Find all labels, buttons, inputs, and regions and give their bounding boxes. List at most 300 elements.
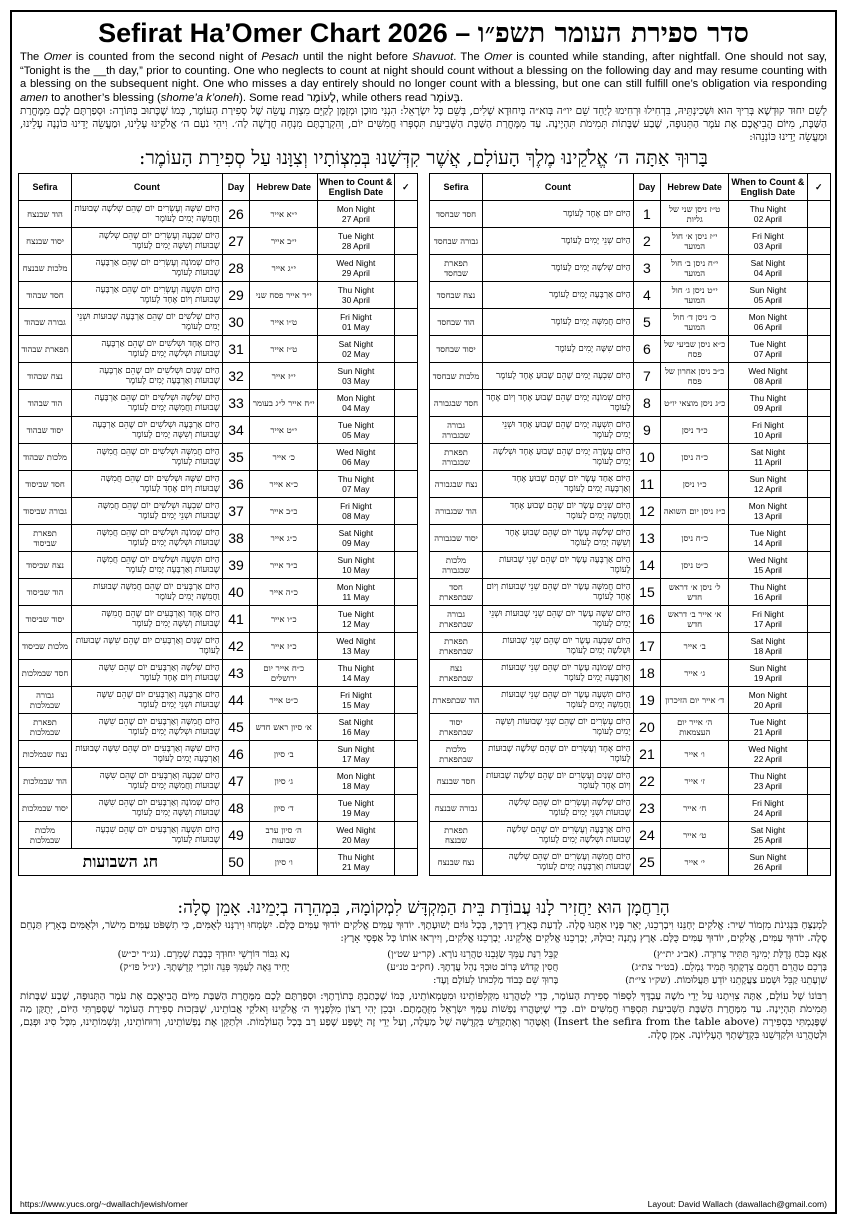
- english-date-day: 26 April: [753, 862, 782, 873]
- check-cell[interactable]: [807, 201, 830, 228]
- sefira-cell: יסוד שבתפארת: [430, 714, 483, 741]
- hebrew-date-cell: כ״ט ניסן: [661, 552, 729, 579]
- day-number-cell: 47: [222, 768, 250, 795]
- english-date-night: Tue Night: [749, 339, 786, 350]
- check-cell[interactable]: [394, 606, 417, 633]
- check-cell[interactable]: [394, 444, 417, 471]
- day-number-cell: 21: [633, 741, 661, 768]
- sefira-cell: חסד שבגבורה: [430, 390, 483, 417]
- english-date-cell: [318, 768, 394, 795]
- sefira-cell: נצח שבמלכות: [19, 741, 72, 768]
- english-date-cell: [318, 498, 394, 525]
- check-cell[interactable]: [394, 579, 417, 606]
- omer-day-row: [430, 201, 831, 228]
- ana-line: יָחִיד גֵּאֶה לְעַמְּךָ פְּנֵה זוֹכְרֵי קְדֻשָּׁתֶךָ. (יג״ל פז״ק): [119, 962, 290, 974]
- english-date-night: Sun Night: [337, 555, 375, 566]
- english-date-day: 05 May: [342, 430, 370, 441]
- hebrew-date-cell: ט׳ אייר: [661, 822, 729, 849]
- check-cell[interactable]: [394, 336, 417, 363]
- sefira-cell: תפארת שבהוד: [19, 336, 72, 363]
- count-cell: הַיּוֹם שְׁלֹשִׁים יוֹם שֶׁהֵם אַרְבָּעָה שָׁבוּעוֹת וּשְׁנֵי יָמִים לָעוֹמֶר: [72, 309, 223, 336]
- sefira-cell: תפארת שבנצח: [430, 822, 483, 849]
- sefira-cell: יסוד שבנצח: [19, 228, 72, 255]
- english-date-cell: [318, 795, 394, 822]
- count-cell: הַיּוֹם שִׁבְעָה וּשְׁלֹשִׁים יוֹם שֶׁהֵם חֲמִשָּׁה שָׁבוּעוֹת וּשְׁנֵי יָמִים לָעוֹמֶר: [72, 498, 223, 525]
- check-cell[interactable]: [807, 687, 830, 714]
- intro-omer: Omer: [43, 51, 72, 63]
- day-number-cell: 23: [633, 795, 661, 822]
- english-date-cell: [318, 309, 394, 336]
- sefira-cell: נצח שבהוד: [19, 363, 72, 390]
- count-cell: הַיּוֹם אַרְבָּעָה וְאַרְבָּעִים יוֹם שֶׁהֵם שִׁשָּׁה שָׁבוּעוֹת וּשְׁנֵי יָמִים לָעוֹמֶר: [72, 687, 223, 714]
- english-date-cell: [729, 363, 808, 390]
- count-cell: הַיּוֹם שְׁנֵים עָשָׂר יוֹם שֶׁהֵם שָׁבוּעַ אֶחָד וַחֲמִשָּׁה יָמִים לָעוֹמֶר: [483, 498, 634, 525]
- ana-line: קַבֵּל רִנַּת עַמְּךָ שַׂגְּבֵנוּ טַהֲרֵנוּ נוֹרָא. (קר״ע שט״ן): [387, 949, 559, 961]
- intro-text: is counted from the second night of: [71, 51, 262, 63]
- omer-day-row: [430, 282, 831, 309]
- sefira-cell: מלכות שביסוד: [19, 633, 72, 660]
- hebrew-date-cell: י״ח אייר ל״ג בעומר: [250, 390, 318, 417]
- english-date-night: Sat Night: [750, 636, 786, 647]
- english-date-night: Wed Night: [748, 366, 788, 377]
- day-number-cell: 18: [633, 660, 661, 687]
- omer-day-row: [430, 552, 831, 579]
- hebrew-date-cell: א׳ סיון ראש חדש: [250, 714, 318, 741]
- english-date-cell: [729, 822, 808, 849]
- ana-line: שַׁוְעָתֵנוּ קַבֵּל וּשְׁמַע צַעֲקָתֵנוּ יוֹדֵעַ תַּעֲלוּמוֹת. (שק״ו צי״ת): [625, 975, 827, 987]
- english-date-day: 15 May: [342, 700, 370, 711]
- day-number-cell: 49: [222, 822, 250, 849]
- sefira-cell: גבורה שבהוד: [19, 309, 72, 336]
- english-date-day: 18 May: [342, 781, 370, 792]
- sefira-cell: מלכות שבהוד: [19, 444, 72, 471]
- day-number-cell: 25: [633, 849, 661, 876]
- check-cell[interactable]: [394, 498, 417, 525]
- day-number-cell: 26: [222, 201, 250, 228]
- ana-line: בָּרוּךְ שֵׁם כְּבוֹד מַלְכוּתוֹ לְעוֹלָם וָעֶד:: [433, 975, 559, 987]
- english-date-day: 29 April: [341, 268, 370, 279]
- sefira-cell: תפארת שבגבורה: [430, 444, 483, 471]
- english-date-cell: [318, 525, 394, 552]
- footer-url[interactable]: https://www.yucs.org/~dwallach/jewish/omer: [20, 1199, 188, 1209]
- sefira-cell: מלכות שבמלכות: [19, 822, 72, 849]
- english-date-day: 27 April: [341, 214, 370, 225]
- english-date-day: 09 April: [753, 403, 782, 414]
- hebrew-date-cell: ל׳ ניסן א׳ דראש חדש: [661, 579, 729, 606]
- omer-day-row: [430, 390, 831, 417]
- sefira-cell: יסוד שבהוד: [19, 417, 72, 444]
- ana-line: נָא גִבּוֹר דּוֹרְשֵׁי יִחוּדְךָ כְּבָבַת שָׁמְרֵם. (נג״ד יכ״ש): [117, 949, 290, 961]
- day-number-cell: 8: [633, 390, 661, 417]
- hebrew-date-cell: י״ג אייר: [250, 255, 318, 282]
- hebrew-date-cell: כ׳ ניסן ד׳ חול המועד: [661, 309, 729, 336]
- english-date-day: 06 April: [753, 322, 782, 333]
- english-date-cell: [318, 714, 394, 741]
- english-date-cell: [729, 228, 808, 255]
- header-check: ✓: [394, 174, 417, 201]
- english-date-cell: [729, 255, 808, 282]
- english-date-night: Sun Night: [749, 663, 787, 674]
- check-cell[interactable]: [394, 687, 417, 714]
- header-day: Day: [633, 174, 661, 201]
- count-cell: הַיּוֹם שִׁבְעָה וְאַרְבָּעִים יוֹם שֶׁהֵם שִׁשָּׁה שָׁבוּעוֹת וַחֲמִשָּׁה יָמִים לָעוֹמֶר: [72, 768, 223, 795]
- check-cell[interactable]: [394, 309, 417, 336]
- header-hebrew-date: Hebrew Date: [250, 174, 318, 201]
- english-date-day: 07 April: [753, 349, 782, 360]
- english-date-night: Sun Night: [749, 285, 787, 296]
- english-date-night: Mon Night: [336, 582, 375, 593]
- psalm-67: לַמְנַצֵּחַ בִּנְגִינֹת מִזְמוֹר שִׁיר: אֱלֹקִים יְחָנֵּנוּ וִיבָרְכֵנוּ, יָאֵר פָּנָיו אִתָּנוּ סֶלָה. לָדַעַת בָּאָרֶץ דַּרְכֶּךָ, בְּכָל גּוֹיִם יְשׁוּעָתֶךָ. יוֹדוּךָ עַמִּים אֱלֹקִים יוֹדוּךָ עַמִּים כֻּלָּם. יִשְׂמְחוּ וִירַנְּנוּ לְאֻמִּים, כִּי תִשְׁפֹּט עַמִּים מִישֹׁר, וּלְאֻמִּים בָּאָרֶץ תַּנְחֵם סֶלָה. יוֹדוּךָ עַמִּים, אֱלֹקִים, יוֹדוּךָ עַמִּים כֻּלָּם. אֶרֶץ נָתְנָה יְבוּלָהּ, יְבָרְכֵנוּ אֱלֹקִים אֱלֹקֵינוּ. יְבָרְכֵנוּ אֱלֹקִים, וְיִירְאוּ אוֹתוֹ כָּל אַפְסֵי אָרֶץ:: [20, 920, 827, 945]
- english-date-night: Mon Night: [336, 771, 375, 782]
- check-cell[interactable]: [394, 795, 417, 822]
- sefira-cell: מלכות שבנצח: [19, 255, 72, 282]
- sefira-cell: נצח שביסוד: [19, 552, 72, 579]
- check-cell[interactable]: [807, 417, 830, 444]
- sefira-cell: הוד שבתפארת: [430, 687, 483, 714]
- hebrew-date-cell: כ״ד אייר: [250, 552, 318, 579]
- intro-text: is counted while standing, after nightfall. One should not say, “Tonight is the __th day,” prior to counting. One who neglects to count at night should count without a blessing on the following day and may resume counting with a blessing on the subsequent night. One who misses a day entirely should no longer count with a blessing, but one can still fulfill one’s obligation via responding: [20, 51, 828, 91]
- count-cell: הַיּוֹם אַרְבָּעִים יוֹם שֶׁהֵם חֲמִשָּׁה שָׁבוּעוֹת וַחֲמִשָּׁה יָמִים לָעוֹמֶר: [72, 579, 223, 606]
- check-cell[interactable]: [394, 822, 417, 849]
- check-cell[interactable]: [394, 768, 417, 795]
- check-cell[interactable]: [394, 390, 417, 417]
- day-number-cell: 24: [633, 822, 661, 849]
- intro-shavuot: Shavuot: [412, 51, 454, 63]
- count-cell: הַיּוֹם שְׁנַיִם וּשְׁלֹשִׁים יוֹם שֶׁהֵם אַרְבָּעָה שָׁבוּעוֹת וְאַרְבָּעָה יָמִים לָעוֹמֶר: [72, 363, 223, 390]
- check-cell[interactable]: [807, 822, 830, 849]
- check-cell[interactable]: [394, 552, 417, 579]
- omer-day-row: [19, 552, 418, 579]
- sefira-cell: מלכות שבחסד: [430, 363, 483, 390]
- check-cell[interactable]: [807, 579, 830, 606]
- check-cell[interactable]: [394, 714, 417, 741]
- count-cell: הַיּוֹם תִּשְׁעָה עָשָׂר יוֹם שֶׁהֵם שְׁנֵי שָׁבוּעוֹת וַחֲמִשָּׁה יָמִים לָעוֹמֶר: [483, 687, 634, 714]
- check-cell[interactable]: [807, 660, 830, 687]
- omer-day-row: [430, 606, 831, 633]
- day-number-cell: 2: [633, 228, 661, 255]
- english-date-cell: [729, 741, 808, 768]
- check-cell[interactable]: [807, 633, 830, 660]
- sefira-cell: חסד שבחסד: [430, 201, 483, 228]
- english-date-cell: [729, 336, 808, 363]
- english-date-cell: [729, 444, 808, 471]
- omer-day-row: [430, 417, 831, 444]
- count-cell: הַיּוֹם חֲמִשָּׁה עָשָׂר יוֹם שֶׁהֵם שְׁנֵי שָׁבוּעוֹת וְיוֹם אֶחָד לָעוֹמֶר: [483, 579, 634, 606]
- day-number-cell: 43: [222, 660, 250, 687]
- check-cell[interactable]: [807, 768, 830, 795]
- hebrew-date-cell: י״ב אייר: [250, 228, 318, 255]
- english-date-night: Wed Night: [748, 744, 788, 755]
- day-number-cell: 7: [633, 363, 661, 390]
- omer-day-row: [19, 309, 418, 336]
- hebrew-date-cell: י״ט אייר: [250, 417, 318, 444]
- english-date-day: 10 April: [753, 430, 782, 441]
- check-cell[interactable]: [807, 552, 830, 579]
- omer-day-row: [19, 606, 418, 633]
- omer-day-row: [430, 255, 831, 282]
- check-cell[interactable]: [807, 498, 830, 525]
- day-number-cell: 35: [222, 444, 250, 471]
- sefira-cell: הוד שבגבורה: [430, 498, 483, 525]
- check-cell[interactable]: [394, 417, 417, 444]
- hebrew-date-cell: ט״ז ניסן שני של גליות: [661, 201, 729, 228]
- english-date-day: 03 May: [342, 376, 370, 387]
- day-number-cell: 44: [222, 687, 250, 714]
- english-date-day: 22 April: [753, 754, 782, 765]
- english-date-cell: [318, 660, 394, 687]
- sefira-cell: חסד שביסוד: [19, 471, 72, 498]
- hebrew-date-cell: ד׳ סיון: [250, 795, 318, 822]
- english-date-cell: [318, 606, 394, 633]
- check-cell[interactable]: [807, 336, 830, 363]
- english-date-day: 19 May: [342, 808, 370, 819]
- check-cell[interactable]: [807, 309, 830, 336]
- english-date-day: 19 April: [753, 673, 782, 684]
- intro-pesach: Pesach: [261, 51, 299, 63]
- count-cell: הַיּוֹם חֲמִשָּׁה וּשְׁלֹשִׁים יוֹם שֶׁהֵם חֲמִשָּׁה שָׁבוּעוֹת לָעוֹמֶר: [72, 444, 223, 471]
- sefira-cell: יסוד שביסוד: [19, 606, 72, 633]
- sefira-cell: מלכות שבגבורה: [430, 552, 483, 579]
- sefira-cell: יסוד שבמלכות: [19, 795, 72, 822]
- omer-day-row: [19, 390, 418, 417]
- count-cell: הַיּוֹם אֶחָד וּשְׁלֹשִׁים יוֹם שֶׁהֵם אַרְבָּעָה שָׁבוּעוֹת וּשְׁלֹשָׁה יָמִים לָעוֹמֶר: [72, 336, 223, 363]
- count-cell: הַיּוֹם תִּשְׁעָה וְעֶשְׂרִים יוֹם שֶׁהֵם אַרְבָּעָה שָׁבוּעוֹת וְיוֹם אֶחָד לָעוֹמֶר: [72, 282, 223, 309]
- sefira-cell: נצח שבגבורה: [430, 471, 483, 498]
- english-date-cell: [318, 255, 394, 282]
- title-english: Sefirat Ha’Omer Chart 2026: [98, 18, 448, 48]
- sefira-cell: נצח שבתפארת: [430, 660, 483, 687]
- english-date-night: Tue Night: [337, 231, 374, 242]
- hebrew-date-cell: כ״ה ניסן: [661, 444, 729, 471]
- check-cell[interactable]: [394, 660, 417, 687]
- english-date-night: Tue Night: [337, 420, 374, 431]
- english-date-cell: [729, 795, 808, 822]
- hebrew-date-cell: ב׳ סיון: [250, 741, 318, 768]
- shavuot-row: [19, 849, 418, 876]
- count-cell: הַיּוֹם שְׁמוֹנָה וְעֶשְׂרִים יוֹם שֶׁהֵם אַרְבָּעָה שָׁבוּעוֹת לָעוֹמֶר: [72, 255, 223, 282]
- header-check: ✓: [807, 174, 830, 201]
- omer-day-row: [430, 336, 831, 363]
- english-date-cell: [318, 579, 394, 606]
- day-number-cell: 42: [222, 633, 250, 660]
- omer-day-row: [430, 579, 831, 606]
- hebrew-date-cell: א׳ אייר ב׳ דראש חדש: [661, 606, 729, 633]
- count-cell: הַיּוֹם שִׁשָּׁה וְעֶשְׂרִים יוֹם שֶׁהֵם שְׁלֹשָׁה שָׁבוּעוֹת וַחֲמִשָּׁה יָמִים לָעוֹמֶר: [72, 201, 223, 228]
- table-days-26-50: [18, 173, 418, 876]
- omer-day-row: [430, 768, 831, 795]
- check-cell[interactable]: [807, 741, 830, 768]
- count-cell: הַיּוֹם שִׁבְעָה עָשָׂר יוֹם שֶׁהֵם שְׁנֵי שָׁבוּעוֹת וּשְׁלֹשָׁה יָמִים לָעוֹמֶר: [483, 633, 634, 660]
- check-cell[interactable]: [807, 255, 830, 282]
- omer-day-row: [19, 822, 418, 849]
- english-date-day: 15 April: [753, 565, 782, 576]
- omer-day-row: [19, 498, 418, 525]
- english-date-cell: [729, 633, 808, 660]
- english-date-night: Mon Night: [748, 690, 787, 701]
- day-number-cell: 37: [222, 498, 250, 525]
- check-cell[interactable]: [394, 255, 417, 282]
- count-cell: הַיּוֹם שְׁלֹשָׁה וּשְׁלֹשִׁים יוֹם שֶׁהֵם אַרְבָּעָה שָׁבוּעוֹת וַחֲמִשָּׁה יָמִים לָעוֹמֶר: [72, 390, 223, 417]
- check-cell[interactable]: [807, 525, 830, 552]
- hebrew-date-cell: ו׳ אייר: [661, 741, 729, 768]
- check-cell[interactable]: [394, 741, 417, 768]
- english-date-day: 12 May: [342, 619, 370, 630]
- english-date-night: Thu Night: [749, 582, 787, 593]
- blessing: בָּרוּךְ אַתָּה ה׳ אֱלֹקֵינוּ מֶלֶךְ הָעוֹלָם, אֲשֶׁר קִדְּשָׁנוּ בְּמִצְוֹתָיו וְצִוָּנוּ עַל סְפִירַת הָעוֹמֶר:: [139, 147, 708, 170]
- english-date-day: 02 May: [342, 349, 370, 360]
- english-date-day: 13 April: [753, 511, 782, 522]
- english-date-cell: [318, 633, 394, 660]
- hebrew-date-cell: ג׳ אייר: [661, 660, 729, 687]
- count-cell: הַיּוֹם שְׁנֵי יָמִים לָעוֹמֶר: [483, 228, 634, 255]
- english-date-night: Thu Night: [749, 204, 787, 215]
- count-cell: הַיּוֹם עֲשָׂרָה יָמִים שֶׁהֵם שָׁבוּעַ אֶחָד וּשְׁלֹשָׁה יָמִים לָעוֹמֶר: [483, 444, 634, 471]
- sefira-cell: גבורה שביסוד: [19, 498, 72, 525]
- sefira-cell: חסד שבנצח: [430, 768, 483, 795]
- day-number-cell: 38: [222, 525, 250, 552]
- english-date-cell: [318, 417, 394, 444]
- english-date-night: Fri Night: [752, 609, 784, 620]
- title-hebrew: סדר ספירת העומר תשפ״ו: [477, 18, 749, 49]
- header-sefira: Sefira: [430, 174, 483, 201]
- sefira-cell: מלכות שבתפארת: [430, 741, 483, 768]
- english-date-cell: [729, 714, 808, 741]
- check-cell[interactable]: [394, 363, 417, 390]
- day-number-cell: 31: [222, 336, 250, 363]
- check-cell[interactable]: [394, 525, 417, 552]
- day-number-cell: 29: [222, 282, 250, 309]
- english-date-cell: [729, 579, 808, 606]
- check-cell[interactable]: [807, 471, 830, 498]
- day-number-cell: 11: [633, 471, 661, 498]
- hebrew-date-cell: י״א אייר: [250, 201, 318, 228]
- day-number-cell: 6: [633, 336, 661, 363]
- check-cell[interactable]: [807, 714, 830, 741]
- header-count: Count: [72, 174, 223, 201]
- count-cell: הַיּוֹם אַחַד עָשָׂר יוֹם שֶׁהֵם שָׁבוּעַ אֶחָד וְאַרְבָּעָה יָמִים לָעוֹמֶר: [483, 471, 634, 498]
- english-date-cell: [318, 282, 394, 309]
- count-cell: הַיּוֹם תִּשְׁעָה וְאַרְבָּעִים יוֹם שֶׁהֵם שִׁבְעָה שָׁבוּעוֹת לָעוֹמֶר: [72, 822, 223, 849]
- english-date-cell: [729, 471, 808, 498]
- sefira-cell: תפארת שביסוד: [19, 525, 72, 552]
- english-date-night: Fri Night: [340, 501, 372, 512]
- count-cell: הַיּוֹם שְׁלֹשָׁה עָשָׂר יוֹם שֶׁהֵם שָׁבוּעַ אֶחָד וְשִׁשָּׁה יָמִים לָעוֹמֶר: [483, 525, 634, 552]
- hebrew-date-cell: כ״א ניסן שביעי של פסח: [661, 336, 729, 363]
- english-date-cell: [318, 363, 394, 390]
- english-date-day: 24 April: [753, 808, 782, 819]
- check-cell[interactable]: [807, 795, 830, 822]
- check-cell[interactable]: [807, 363, 830, 390]
- english-date-night: Sat Night: [338, 717, 374, 728]
- english-date-cell: [729, 687, 808, 714]
- english-date-night: Sun Night: [337, 366, 375, 377]
- hebrew-date-cell: ד׳ אייר יום הזיכרון: [661, 687, 729, 714]
- day-number-cell: 45: [222, 714, 250, 741]
- english-date-night: Thu Night: [337, 474, 375, 485]
- omer-day-row: [430, 741, 831, 768]
- check-cell[interactable]: [807, 444, 830, 471]
- sefira-cell: הוד שבהוד: [19, 390, 72, 417]
- day-number-cell: 27: [222, 228, 250, 255]
- hebrew-date-cell: ג׳ סיון: [250, 768, 318, 795]
- check-cell[interactable]: [807, 606, 830, 633]
- check-cell[interactable]: [394, 471, 417, 498]
- count-cell: הַיּוֹם שִׁשָּׁה וּשְׁלֹשִׁים יוֹם שֶׁהֵם חֲמִשָּׁה שָׁבוּעוֹת וְיוֹם אֶחָד לָעוֹמֶר: [72, 471, 223, 498]
- english-date-cell: [318, 471, 394, 498]
- check-cell[interactable]: [807, 390, 830, 417]
- english-date-night: Mon Night: [748, 312, 787, 323]
- day-number-cell: 40: [222, 579, 250, 606]
- english-date-night: Thu Night: [749, 393, 787, 404]
- ana-line: חֲסִין קָדוֹשׁ בְּרוֹב טוּבְךָ נַהֵל עֲדָתֶךָ. (חק״ב טנ״ע): [386, 962, 559, 974]
- english-date-day: 11 May: [342, 592, 370, 603]
- day-number-cell: 41: [222, 606, 250, 633]
- english-date-cell: [729, 849, 808, 876]
- count-cell: הַיּוֹם שְׁלֹשָׁה וְעֶשְׂרִים יוֹם שֶׁהֵם שְׁלֹשָׁה שָׁבוּעוֹת וּשְׁנֵי יָמִים לָעוֹמֶר: [483, 795, 634, 822]
- check-cell[interactable]: [807, 228, 830, 255]
- sefira-cell: תפארת שבמלכות: [19, 714, 72, 741]
- english-date-day: 23 April: [753, 781, 782, 792]
- english-date-cell: [318, 822, 394, 849]
- check-cell[interactable]: [394, 633, 417, 660]
- day-number-cell: 50: [222, 849, 250, 876]
- check-cell[interactable]: [394, 201, 417, 228]
- count-cell: הַיּוֹם שְׁמוֹנָה עָשָׂר יוֹם שֶׁהֵם שְׁנֵי שָׁבוּעוֹת וְאַרְבָּעָה יָמִים לָעוֹמֶר: [483, 660, 634, 687]
- shavuot-label: חג השבועות: [19, 849, 223, 876]
- english-date-night: Wed Night: [336, 258, 376, 269]
- footer: [20, 1199, 827, 1209]
- hebrew-date-cell: כ״ג ניסן מוצאי יו״ט: [661, 390, 729, 417]
- hebrew-date-cell: כ״ד ניסן: [661, 417, 729, 444]
- english-date-night: Thu Night: [337, 852, 375, 863]
- english-date-cell: [729, 552, 808, 579]
- sefira-cell: יסוד שבגבורה: [430, 525, 483, 552]
- english-date-day: 25 April: [753, 835, 782, 846]
- omer-day-row: [430, 795, 831, 822]
- english-date-day: 07 May: [342, 484, 370, 495]
- check-cell[interactable]: [394, 282, 417, 309]
- omer-day-row: [19, 471, 418, 498]
- omer-day-row: [19, 768, 418, 795]
- check-cell[interactable]: [807, 282, 830, 309]
- omer-day-row: [430, 471, 831, 498]
- sefira-cell: גבורה שבגבורה: [430, 417, 483, 444]
- english-date-cell: [318, 849, 394, 876]
- check-cell[interactable]: [807, 849, 830, 876]
- english-date-cell: [318, 741, 394, 768]
- english-date-day: 30 April: [341, 295, 370, 306]
- english-date-cell: [729, 390, 808, 417]
- english-date-day: 08 May: [342, 511, 370, 522]
- intro-text: The: [20, 51, 44, 63]
- english-date-night: Tue Night: [749, 717, 786, 728]
- english-date-cell: [729, 660, 808, 687]
- omer-day-row: [19, 336, 418, 363]
- omer-day-row: [430, 525, 831, 552]
- hebrew-date-cell: כ״ח ניסן: [661, 525, 729, 552]
- count-cell: הַיּוֹם שְׁנַיִם וְאַרְבָּעִים יוֹם שֶׁהֵם שִׁשָּׁה שָׁבוּעוֹת לָעוֹמֶר: [72, 633, 223, 660]
- hebrew-date-cell: י״ז ניסן א׳ חול המועד: [661, 228, 729, 255]
- intro-text: . The: [453, 51, 484, 63]
- english-date-day: 20 April: [753, 700, 782, 711]
- sefira-cell: תפארת שבתפארת: [430, 633, 483, 660]
- english-date-night: Mon Night: [336, 393, 375, 404]
- hebrew-date-cell: ו׳ סיון: [250, 849, 318, 876]
- intro-text: ). Some read לָעוֹמֶר, while others read בָּעוֹמֶר.: [239, 91, 464, 104]
- sefira-cell: הוד שבמלכות: [19, 768, 72, 795]
- check-cell[interactable]: [394, 228, 417, 255]
- count-cell: הַיּוֹם שְׁמוֹנָה וּשְׁלֹשִׁים יוֹם שֶׁהֵם חֲמִשָּׁה שָׁבוּעוֹת וּשְׁלֹשָׁה יָמִים לָעוֹמֶר: [72, 525, 223, 552]
